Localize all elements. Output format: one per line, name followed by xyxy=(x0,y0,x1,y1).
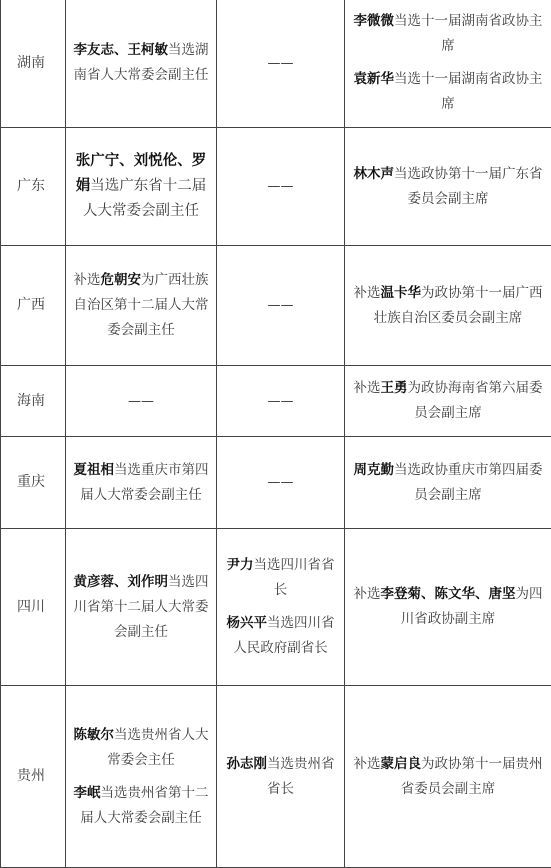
person-names: 杨兴平 xyxy=(227,615,268,631)
table-row xyxy=(1,686,551,868)
person-names: 张广宁、刘悦伦、罗娟 xyxy=(76,153,207,194)
cppcc-cell: 李微微当选十一届湖南省政协主席 袁新华当选十一届湖南省政协主席 xyxy=(345,0,551,128)
person-names: 蒙启良 xyxy=(381,756,422,772)
table-row xyxy=(1,529,551,686)
person-names: 李友志、王柯敏 xyxy=(74,42,169,58)
person-names: 王勇 xyxy=(381,380,408,396)
gov-cell: 尹力当选四川省省长 杨兴平当选四川省人民政府副省长 xyxy=(217,529,345,686)
gov-cell: —— xyxy=(217,437,345,529)
gov-cell: —— xyxy=(217,366,345,437)
person-names: 袁新华 xyxy=(354,71,395,87)
person-names: 周克勤 xyxy=(354,462,395,478)
table-row xyxy=(1,128,551,246)
province-cell: 四川 xyxy=(1,529,66,686)
person-names: 黄彦蓉、刘作明 xyxy=(74,574,169,590)
person-names: 陈敏尔 xyxy=(74,727,115,743)
gov-cell: —— xyxy=(217,128,345,246)
person-names: 危朝安 xyxy=(101,272,142,288)
person-names: 温卡华 xyxy=(381,285,422,301)
npc-cell: 李友志、王柯敏当选湖南省人大常委会副主任 xyxy=(66,0,217,128)
province-cell: 重庆 xyxy=(1,437,66,529)
table-row xyxy=(1,366,551,437)
person-names: 夏祖相 xyxy=(74,462,115,478)
province-cell: 海南 xyxy=(1,366,66,437)
npc-cell: 黄彦蓉、刘作明当选四川省第十二届人大常委会副主任 xyxy=(66,529,217,686)
npc-cell: 陈敏尔当选贵州省人大常委会主任 李岷当选贵州省第十二届人大常委会副主任 xyxy=(66,686,217,868)
cppcc-cell: 补选蒙启良为政协第十一届贵州省委员会副主席 xyxy=(345,686,551,868)
cppcc-cell: 补选温卡华为政协第十一届广西壮族自治区委员会副主席 xyxy=(345,246,551,366)
npc-cell: 补选危朝安为广西壮族自治区第十二届人大常委会副主任 xyxy=(66,246,217,366)
cppcc-cell: 补选李登菊、陈文华、唐坚为四川省政协副主席 xyxy=(345,529,551,686)
person-names: 李微微 xyxy=(354,13,395,29)
npc-cell: 夏祖相当选重庆市第四届人大常委会副主任 xyxy=(66,437,217,529)
person-names: 李岷 xyxy=(74,785,101,801)
table-row xyxy=(1,437,551,529)
gov-cell: 孙志刚当选贵州省省长 xyxy=(217,686,345,868)
npc-cell: 张广宁、刘悦伦、罗娟当选广东省十二届人大常委会副主任 xyxy=(66,128,217,246)
table-row xyxy=(1,0,551,128)
cppcc-cell: 林木声当选政协第十一届广东省委员会副主席 xyxy=(345,128,551,246)
person-names: 尹力 xyxy=(227,557,254,573)
province-cell: 湖南 xyxy=(1,0,66,128)
person-names: 林木声 xyxy=(354,166,395,182)
person-names: 李登菊、陈文华、唐坚 xyxy=(381,586,516,602)
cppcc-cell: 周克勤当选政协重庆市第四届委员会副主席 xyxy=(345,437,551,529)
province-cell: 广西 xyxy=(1,246,66,366)
table-row xyxy=(1,246,551,366)
person-names: 孙志刚 xyxy=(227,756,268,772)
npc-cell: —— xyxy=(66,366,217,437)
province-cell: 广东 xyxy=(1,128,66,246)
cppcc-cell: 补选王勇为政协海南省第六届委员会副主席 xyxy=(345,366,551,437)
province-cell: 贵州 xyxy=(1,686,66,868)
gov-cell: —— xyxy=(217,0,345,128)
gov-cell: —— xyxy=(217,246,345,366)
